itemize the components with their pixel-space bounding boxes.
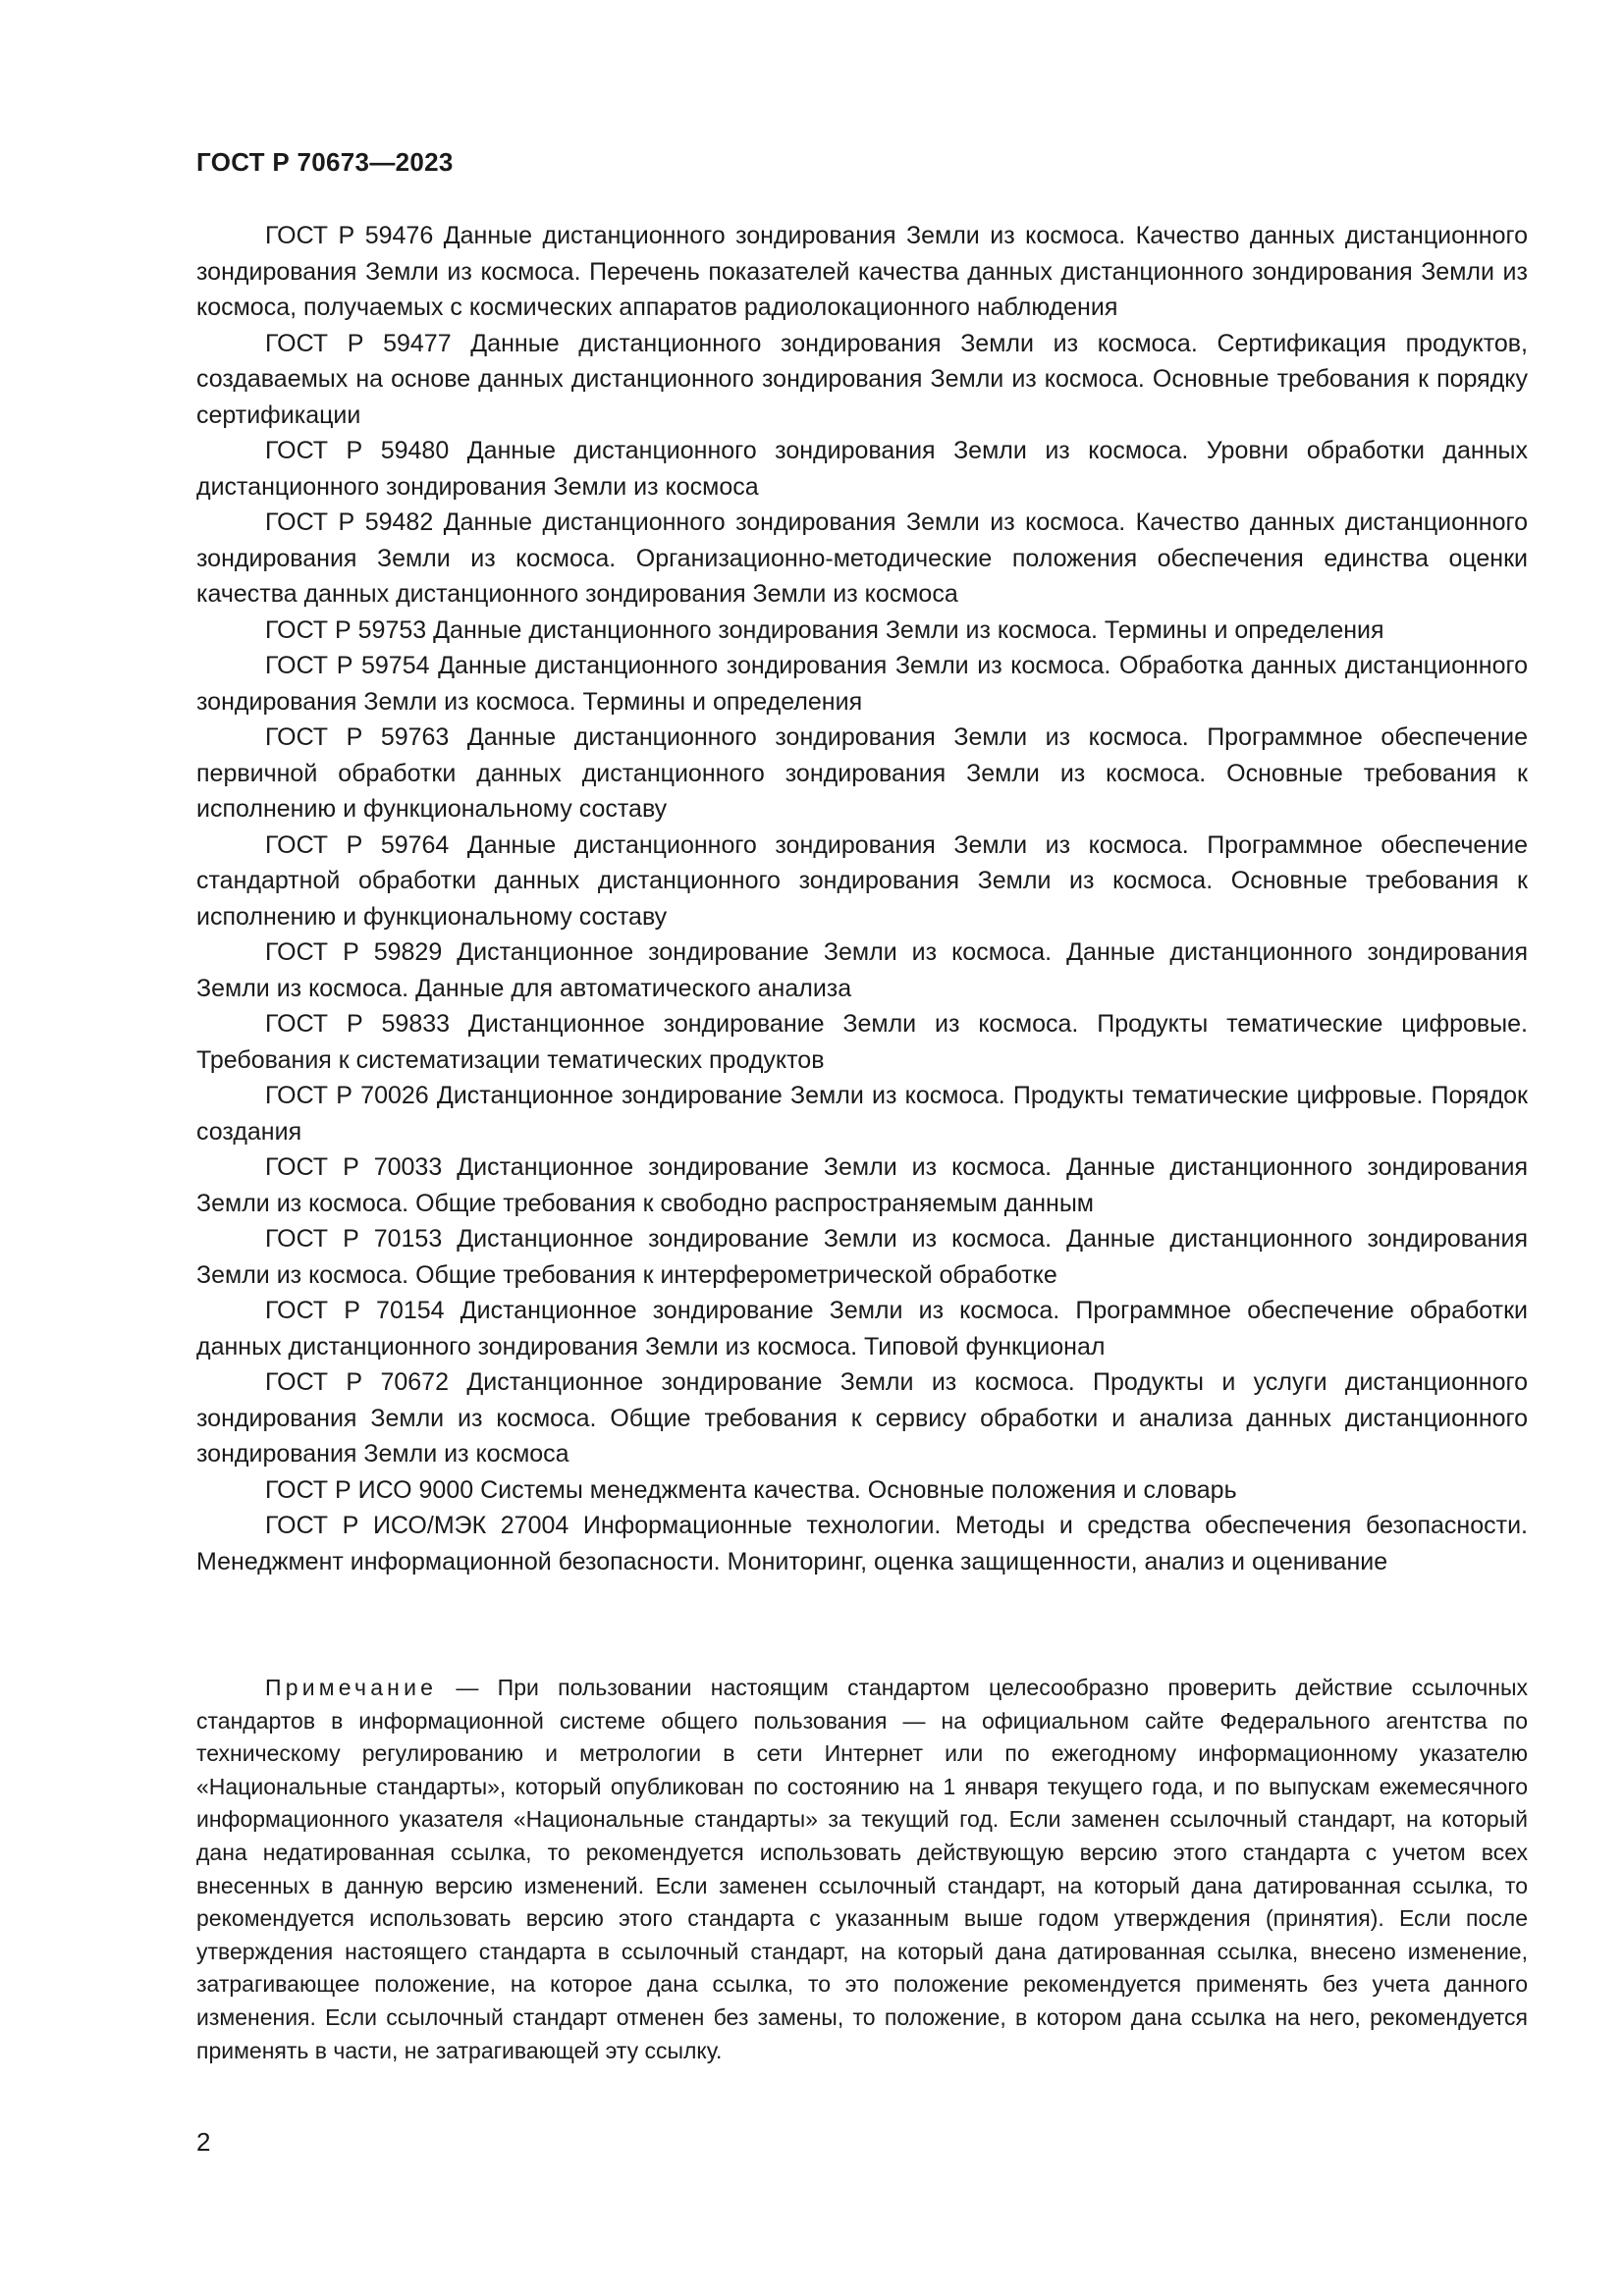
reference-entry: ГОСТ Р 59754 Данные дистанционного зондирования Земли из космоса. Обработка данных дистанционного зондирования Земли из космоса. Термины и определения bbox=[196, 652, 1528, 716]
reference-entry: ГОСТ Р 70672 Дистанционное зондирование Земли из космоса. Продукты и услуги дистанционного зондирования Земли из космоса. Общие требования к сервису обработки и анализа данных дистанционного зондирования Земли из космоса bbox=[196, 1368, 1528, 1468]
reference-entry: ГОСТ Р 59764 Данные дистанционного зондирования Земли из космоса. Программное обеспечение стандартной обработки данных дистанционного зондирования Земли из космоса. Основные требования к исполнению и функциональному составу bbox=[196, 830, 1528, 931]
reference-entry: ГОСТ Р 59476 Данные дистанционного зондирования Земли из космоса. Качество данных дистанционного зондирования Земли из космоса. Перечень показателей качества данных дистанционного зондирования Земли из космоса, получаемых с космических аппаратов радиолокационного наблюдения bbox=[196, 222, 1528, 321]
note-label: Примечание bbox=[265, 1675, 438, 1700]
reference-entry: ГОСТ Р 59763 Данные дистанционного зондирования Земли из космоса. Программное обеспечение первичной обработки данных дистанционного зондирования Земли из космоса. Основные требования к исполнению и функциональному составу bbox=[196, 723, 1528, 823]
document-page bbox=[196, 0, 1528, 2296]
reference-entry: ГОСТ Р 59829 Дистанционное зондирование Земли из космоса. Данные дистанционного зондирования Земли из космоса. Данные для автоматического анализа bbox=[196, 938, 1528, 1002]
document-code-header: ГОСТ Р 70673—2023 bbox=[196, 147, 454, 177]
normative-references-list bbox=[196, 218, 1528, 1579]
note-paragraph bbox=[196, 1672, 1528, 2067]
reference-entry: ГОСТ Р 59480 Данные дистанционного зондирования Земли из космоса. Уровни обработки данных дистанционного зондирования Земли из космоса bbox=[196, 437, 1528, 501]
reference-entry: ГОСТ Р 59833 Дистанционное зондирование Земли из космоса. Продукты тематические цифровые. Требования к систематизации тематических продуктов bbox=[196, 1010, 1528, 1074]
note-text: — При пользовании настоящим стандартом целесообразно проверить действие ссылочных стандартов в информационной системе общего пользования — на официальном сайте Федерального агентства по техническому регулированию и метрологии в сети Интернет или по ежегодному информационному указателю «Национальные стандарты», который опубликован по состоянию на 1 января текущего года, и по выпускам ежемесячного информационного указателя «Национальные стандарты» за текущий год. Если заменен ссылочный стандарт, на который дана недатированная ссылка, то рекомендуется использовать действующую версию этого стандарта с учетом всех внесенных в данную версию изменений. Если заменен ссылочный стандарт, на который дана датированная ссылка, то рекомендуется использовать версию этого стандарта с указанным выше годом утверждения (принятия). Если после утверждения настоящего стандарта в ссылочный стандарт, на который дана датированная ссылка, внесено изменение, затрагивающее положение, на которое дана ссылка, то это положение рекомендуется применять без учета данного изменения. Если ссылочный стандарт отменен без замены, то положение, в котором дана ссылка на него, рекомендуется применять в части, не затрагивающей эту ссылку. bbox=[196, 1675, 1528, 2063]
reference-entry: ГОСТ Р 70153 Дистанционное зондирование Земли из космоса. Данные дистанционного зондирования Земли из космоса. Общие требования к интерферометрической обработке bbox=[196, 1225, 1528, 1289]
reference-entry: ГОСТ Р ИСО/МЭК 27004 Информационные технологии. Методы и средства обеспечения безопасности. Менеджмент информационной безопасности. Мониторинг, оценка защищенности, анализ и оценивание bbox=[196, 1512, 1528, 1575]
reference-entry: ГОСТ Р 59477 Данные дистанционного зондирования Земли из космоса. Сертификация продуктов, создаваемых на основе данных дистанционного зондирования Земли из космоса. Основные требования к порядку сертификации bbox=[196, 329, 1528, 429]
reference-entry: ГОСТ Р 59482 Данные дистанционного зондирования Земли из космоса. Качество данных дистанционного зондирования Земли из космоса. Организационно-методические положения обеспечения единства оценки качества данных дистанционного зондирования Земли из космоса bbox=[196, 508, 1528, 608]
reference-entry: ГОСТ Р ИСО 9000 Системы менеджмента качества. Основные положения и словарь bbox=[265, 1475, 1237, 1504]
reference-entry: ГОСТ Р 70026 Дистанционное зондирование Земли из космоса. Продукты тематические цифровые. Порядок создания bbox=[196, 1082, 1528, 1146]
reference-entry: ГОСТ Р 70154 Дистанционное зондирование Земли из космоса. Программное обеспечение обработки данных дистанционного зондирования Земли из космоса. Типовой функционал bbox=[196, 1297, 1528, 1361]
reference-entry: ГОСТ Р 59753 Данные дистанционного зондирования Земли из космоса. Термины и определения bbox=[265, 615, 1384, 644]
reference-entry: ГОСТ Р 70033 Дистанционное зондирование Земли из космоса. Данные дистанционного зондирования Земли из космоса. Общие требования к свободно распространяемым данным bbox=[196, 1153, 1528, 1217]
page-number: 2 bbox=[196, 2127, 211, 2157]
